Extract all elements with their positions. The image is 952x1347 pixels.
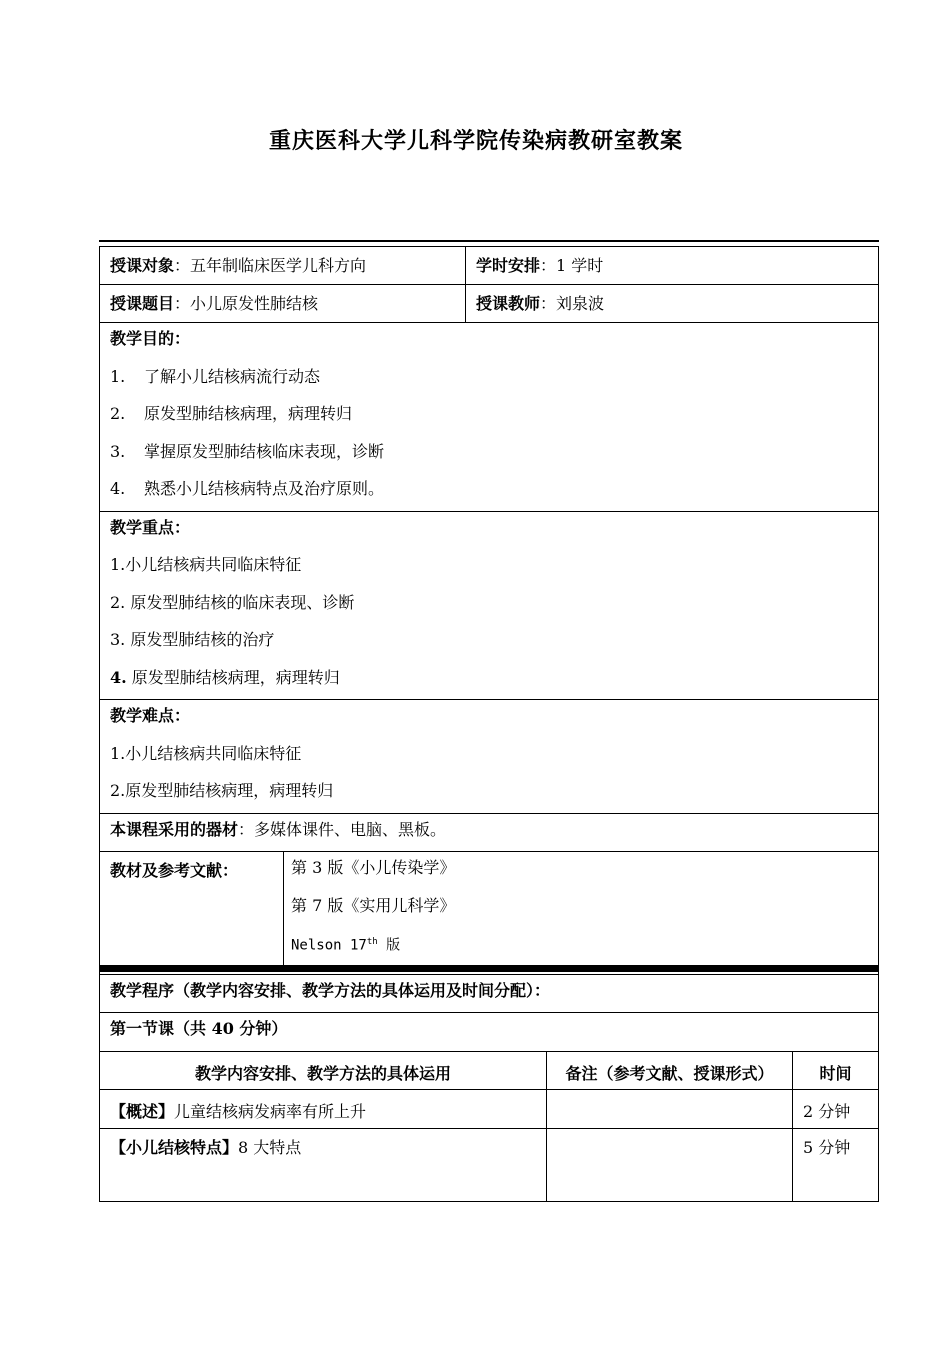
section-title: 第一节课（共 40 分钟）: [110, 1019, 288, 1038]
procedure-heading-row: [99, 975, 879, 1014]
content-cell: 【小儿结核特点】8 大特点: [100, 1129, 547, 1201]
reference-item: Nelson 17th 版: [291, 937, 401, 954]
notes-cell: [547, 1129, 793, 1201]
info-row-2: [99, 285, 879, 323]
objectives-section: [99, 323, 879, 512]
difficulty-item: 2.原发型肺结核病理，病理转归: [110, 781, 334, 800]
objective-item: 4. 熟悉小儿结核病特点及治疗原则。: [110, 479, 385, 498]
column-header-time: 时间: [819, 1063, 852, 1083]
key-points-section: [99, 512, 879, 701]
teacher-label: 授课教师: [476, 294, 541, 313]
section-row: [99, 1013, 879, 1052]
column-header-content: 教学内容安排、教学方法的具体运用: [100, 1052, 547, 1090]
target-value: 五年制临床医学儿科方向: [190, 256, 367, 275]
reference-item: 第 3 版《小儿传染学》: [291, 858, 456, 877]
content-cell: 【概述】儿童结核病发病率有所上升: [100, 1090, 547, 1128]
table-top-border: [99, 240, 879, 247]
info-row-1: [99, 247, 879, 285]
target-label: 授课对象: [110, 256, 175, 275]
objective-item: 2. 原发型肺结核病理，病理转归: [110, 404, 353, 423]
difficulties-section: [99, 700, 879, 814]
objective-item: 1. 了解小儿结核病流行动态: [110, 366, 321, 386]
equipment-row: 本课程采用的器材：多媒体课件、电脑、黑板。: [99, 814, 879, 853]
target-cell: 授课对象：五年制临床医学儿科方向: [100, 247, 466, 284]
table-row: [99, 1129, 879, 1202]
topic-label: 授课题目: [110, 294, 175, 313]
time-cell: 5 分钟: [803, 1137, 851, 1157]
objectives-heading: 教学目的：: [110, 329, 191, 348]
key-point-item: 3. 原发型肺结核的治疗: [110, 630, 275, 649]
procedure-header-row: [99, 1052, 879, 1091]
procedure-heading: 教学程序（教学内容安排、教学方法的具体运用及时间分配）：: [110, 980, 551, 1000]
difficulty-item: 1.小儿结核病共同临床特征: [110, 743, 302, 763]
column-header-notes: 备注（参考文献、授课形式）: [547, 1052, 793, 1090]
page-title: 重庆医科大学儿科学院传染病教研室教案: [268, 128, 683, 154]
difficulties-heading: 教学难点：: [110, 706, 191, 725]
table-row: [99, 1090, 879, 1129]
hours-cell: 学时安排：1 学时: [476, 256, 604, 275]
teacher-value: 刘泉波: [556, 294, 605, 313]
key-point-item: 4. 原发型肺结核病理，病理转归: [110, 667, 340, 687]
notes-cell: [547, 1090, 793, 1128]
topic-value: 小儿原发性肺结核: [190, 294, 319, 313]
references-label: 教材及参考文献：: [100, 852, 284, 965]
hours-value: 1 学时: [556, 256, 604, 275]
objective-item: 3. 掌握原发型肺结核临床表现，诊断: [110, 441, 385, 461]
equipment-value: 多媒体课件、电脑、黑板。: [254, 819, 447, 839]
time-cell: 2 分钟: [803, 1102, 851, 1121]
topic-cell: 授课题目：小儿原发性肺结核: [100, 285, 466, 322]
equipment-label: 本课程采用的器材: [110, 819, 239, 839]
reference-item: 第 7 版《实用儿科学》: [291, 895, 456, 915]
lesson-plan-table: [99, 240, 879, 1202]
references-row: [99, 852, 879, 966]
key-points-heading: 教学重点：: [110, 517, 191, 537]
key-point-item: 2. 原发型肺结核的临床表现、诊断: [110, 592, 355, 612]
references-list: [284, 852, 878, 965]
hours-label: 学时安排: [476, 256, 541, 275]
key-point-item: 1.小儿结核病共同临床特征: [110, 555, 302, 574]
teacher-cell: 授课教师：刘泉波: [476, 294, 605, 313]
